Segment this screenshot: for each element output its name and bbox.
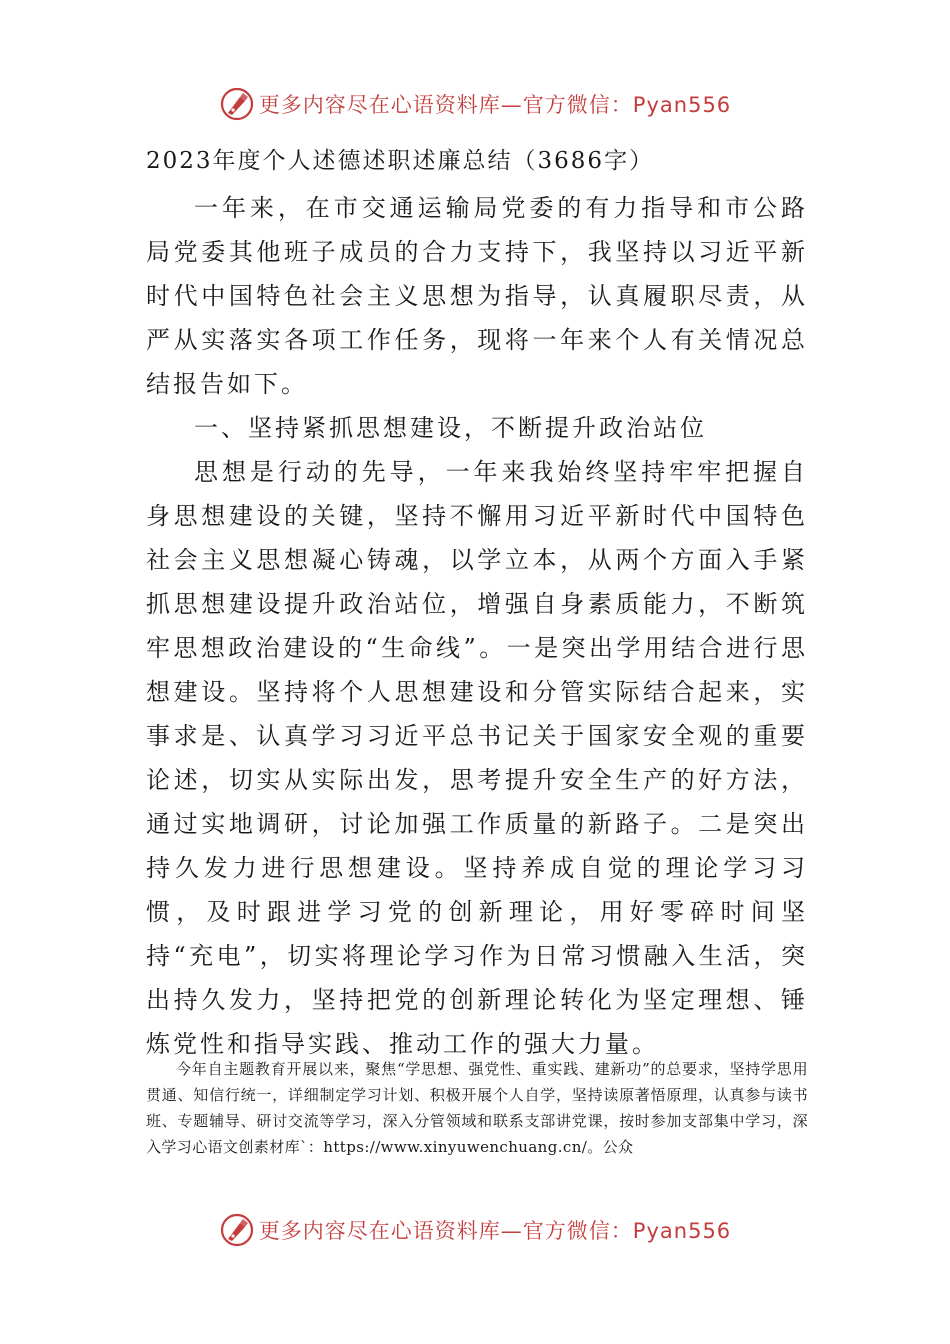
document-body	[146, 186, 808, 1066]
small-print-section	[146, 1056, 808, 1160]
banner-text: 更多内容尽在心语资料库—官方微信：Pyan556	[258, 1219, 732, 1243]
body-paragraph: 思想是行动的先导，一年来我始终坚持牢牢把握自身思想建设的关键，坚持不懈用习近平新时代中国特色社会主义思想凝心铸魂，以学立本，从两个方面入手紧抓思想建设提升政治站位，增强自身素质能力，不断筑牢思想政治建设的“生命线”。一是突出学用结合进行思想建设。坚持将个人思想建设和分管实际结合起来，实事求是、认真学习习近平总书记关于国家安全观的重要论述，切实从实际出发，思考提升安全生产的好方法，通过实地调研，讨论加强工作质量的新路子。二是突出持久发力进行思想建设。坚持养成自觉的理论学习习惯，及时跟进学习党的创新理论，用好零碎时间坚持“充电”，切实将理论学习作为日常习惯融入生活，突出持久发力，坚持把党的创新理论转化为坚定理想、锤炼党性和指导实践、推动工作的强大力量。	[146, 458, 808, 1058]
intro-paragraph: 一年来，在市交通运输局党委的有力指导和市公路局党委其他班子成员的合力支持下，我坚持以习近平新时代中国特色社会主义思想为指导，认真履职尽责，从严从实落实各项工作任务，现将一年来个人有关情况总结报告如下。	[146, 194, 808, 398]
section-heading: 一、坚持紧抓思想建设，不断提升政治站位	[194, 414, 707, 442]
banner-text: 更多内容尽在心语资料库—官方微信：Pyan556	[258, 93, 732, 117]
small-paragraph: 今年自主题教育开展以来，聚焦“学思想、强党性、重实践、建新功”的总要求，坚持学思用贯通、知信行统一，详细制定学习计划、积极开展个人自学，坚持读原著悟原理，认真参与读书班、专题辅导、研讨交流等学习，深入分管领域和联系支部讲党课，按时参加支部集中学习，深入学习心语文创素材库`：https://www.xinyuwenchuang.cn/。公众	[146, 1060, 808, 1156]
header-banner	[0, 84, 950, 124]
document-title: 2023年度个人述德述职述廉总结（3686字）	[146, 148, 655, 174]
pen-nib-logo-icon	[219, 1212, 255, 1248]
footer-banner	[0, 1210, 950, 1250]
pen-nib-logo-icon	[219, 86, 255, 122]
